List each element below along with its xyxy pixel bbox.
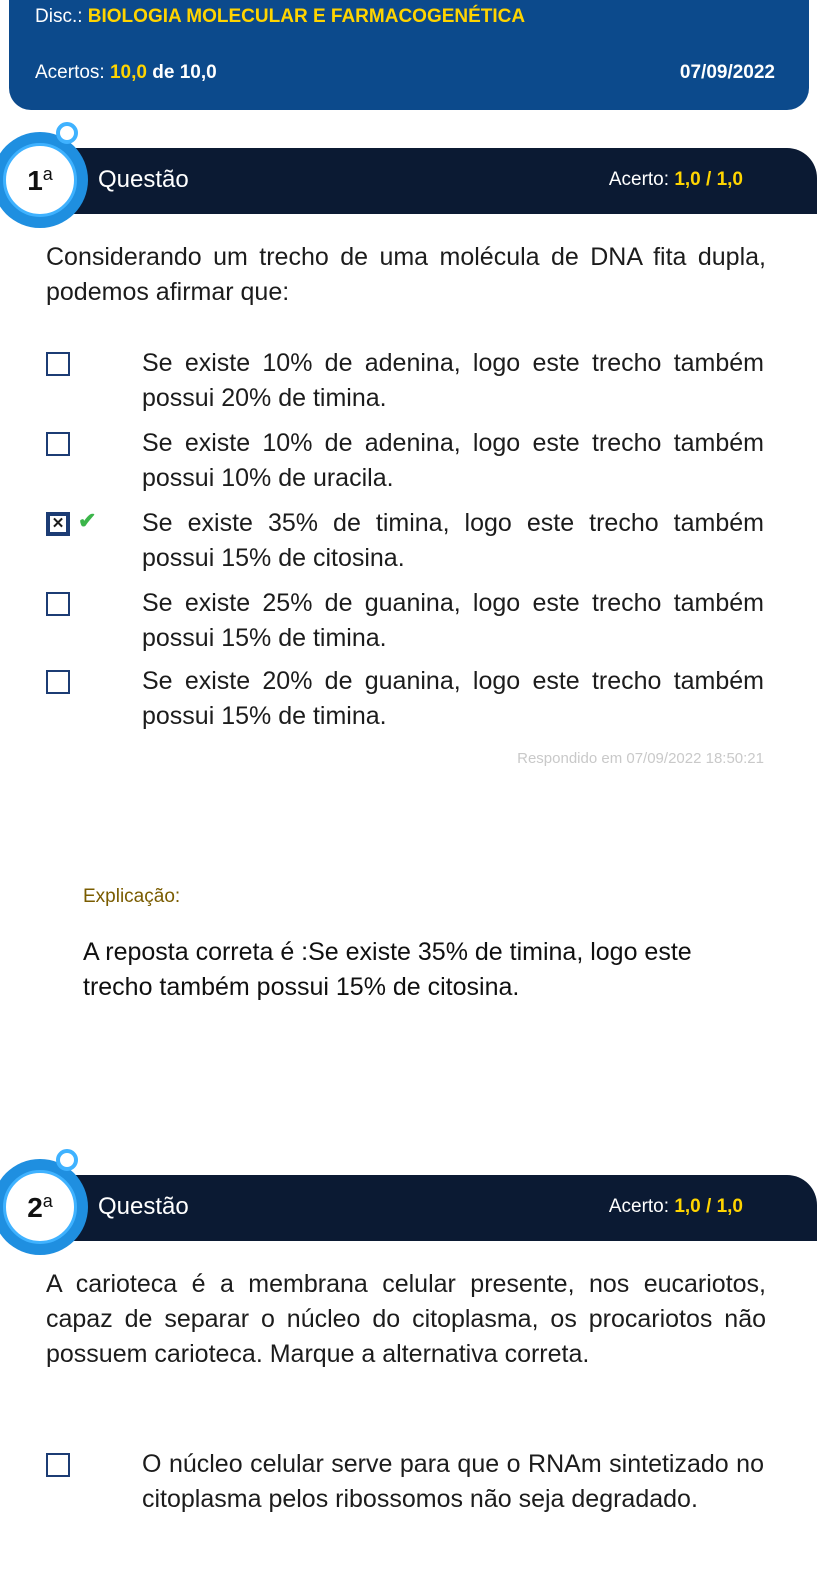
question-ordinal: a [42, 163, 53, 184]
question-number: 2 [27, 1191, 43, 1223]
answered-timestamp: Respondido em 07/09/2022 18:50:21 [517, 750, 764, 767]
question-title: Questão [98, 166, 189, 193]
question-badge-bubble [56, 1149, 78, 1171]
hits-total: de 10,0 [152, 62, 217, 83]
hits-value: 10,0 [109, 62, 147, 83]
header-panel [9, 0, 809, 110]
question-score [609, 169, 743, 191]
explanation-text: A reposta correta é :Se existe 35% de timina, logo este trecho também possui 15% de citosina. [83, 938, 692, 1001]
question-badge-bubble [56, 122, 78, 144]
option-text: Se existe 10% de adenina, logo este trecho também possui 20% de timina. [142, 349, 764, 412]
question-score [609, 1196, 743, 1218]
explanation-label: Explicação: [83, 886, 181, 907]
checked-box-icon[interactable]: ✕ [46, 512, 70, 536]
option-text: Se existe 10% de adenina, logo este trecho também possui 10% de uracila. [142, 429, 764, 492]
option-text: Se existe 25% de guanina, logo este trecho também possui 15% de timina. [142, 589, 764, 652]
question-text: Considerando um trecho de uma molécula de DNA fita dupla, podemos afirmar que: [46, 243, 766, 306]
question-2-header [0, 1175, 817, 1241]
question-text: A carioteca é a membrana celular presente, nos eucariotos, capaz de separar o núcleo do citoplasma, os procariotos não possuem carioteca. Marque a alternativa correta. [46, 1270, 766, 1368]
discipline-name: BIOLOGIA MOLECULAR E FARMACOGENÉTICA [87, 6, 526, 27]
option-checkbox[interactable] [46, 1453, 70, 1477]
checkmark-icon: ✔ [78, 508, 97, 533]
question-number-badge [3, 1170, 77, 1244]
score-label: Acerto: [608, 169, 670, 190]
hits-line [35, 62, 217, 84]
question-1-header [0, 148, 817, 214]
question-number-badge [3, 143, 77, 217]
option-checkbox[interactable] [46, 670, 70, 694]
score-value: 1,0 [674, 1196, 701, 1217]
score-total: / 1,0 [706, 1196, 743, 1217]
question-ordinal: a [42, 1190, 53, 1211]
option-text: Se existe 35% de timina, logo este trecho também possui 15% de citosina. [142, 509, 764, 572]
option-checkbox[interactable] [46, 352, 70, 376]
question-title: Questão [98, 1193, 189, 1220]
option-text: O núcleo celular serve para que o RNAm sintetizado no citoplasma pelos ribossomos não seja degradado. [142, 1450, 764, 1513]
score-value: 1,0 [674, 169, 701, 190]
option-checkbox[interactable] [46, 592, 70, 616]
question-number: 1 [27, 164, 43, 196]
hits-label: Acertos: [35, 62, 105, 83]
option-text: Se existe 20% de guanina, logo este trecho também possui 15% de timina. [142, 667, 764, 730]
discipline-line [35, 6, 525, 28]
discipline-label: Disc.: [35, 6, 83, 27]
score-label: Acerto: [608, 1196, 670, 1217]
option-checkbox[interactable] [46, 432, 70, 456]
exam-date: 07/09/2022 [679, 62, 775, 83]
score-total: / 1,0 [706, 169, 743, 190]
